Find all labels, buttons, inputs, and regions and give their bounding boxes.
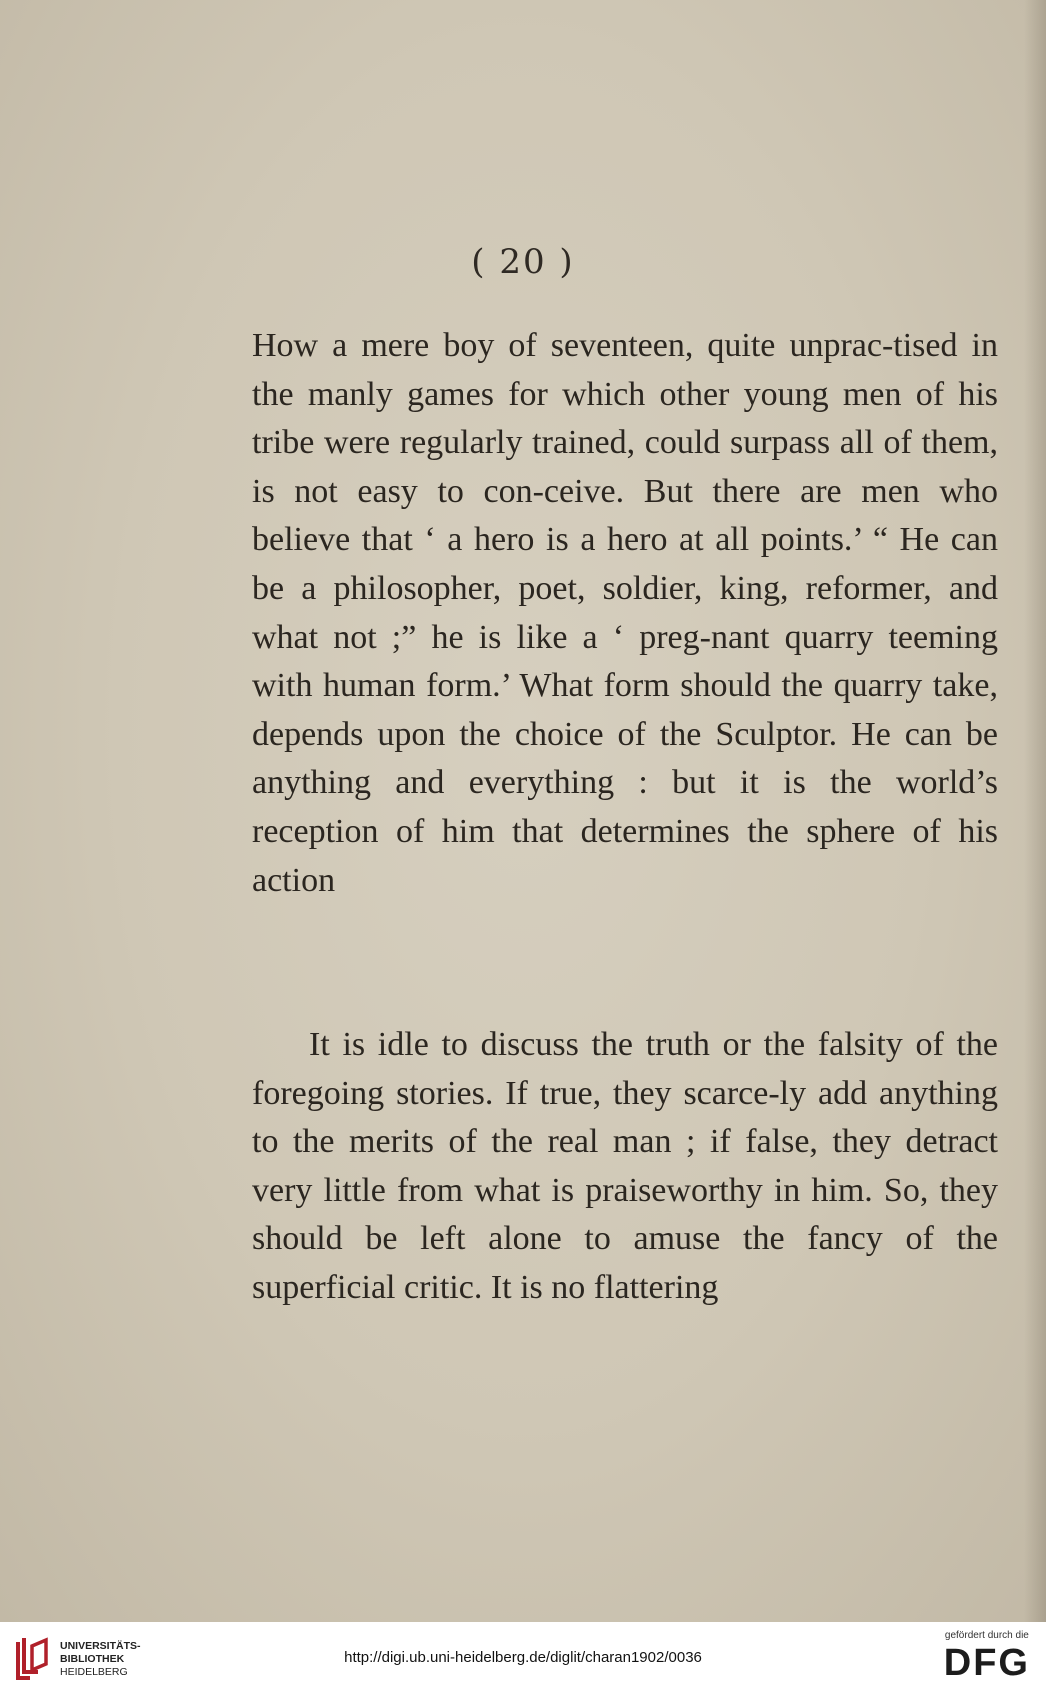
paragraph-1: How a mere boy of seventeen, quite unprac-tised in the manly games for which other young men of his tribe were regularly trained, could surpass all of them, is not easy to con-ceive. But there are men who believe that ‘ a hero is a hero at all points.’ “ He can be a philosopher, poet, soldier, king, reformer, and what not ;” he is like a ‘ preg-nant quarry teeming with human form.’ What form should the quarry take, depends upon the choice of the Sculptor. He can be anything and everything : but it is the world’s reception of him that determines the sphere of his action: [252, 327, 998, 899]
library-name-line-1: UNIVERSITÄTS-: [60, 1640, 141, 1652]
library-name-line-3: HEIDELBERG: [60, 1666, 128, 1678]
digitization-footer: [0, 1622, 1046, 1697]
dfg-logo: DFG: [943, 1642, 1030, 1684]
paragraph-2: It is idle to discuss the truth or the falsity of the foregoing stories. If true, they scarce-ly add anything to the merits of the real man ; if false, they detract very little from what is praiseworthy in him. So, they should be left alone to amuse the fancy of the superficial critic. It is no flattering: [252, 1026, 998, 1306]
page-number: ( 20 ): [471, 242, 575, 282]
funding-credit: [944, 1630, 1030, 1685]
permalink-url[interactable]: http://digi.ub.uni-heidelberg.de/diglit/charan1902/0036: [344, 1649, 702, 1666]
funding-label: gefördert durch die: [944, 1630, 1029, 1641]
library-name-line-2: BIBLIOTHEK: [60, 1653, 125, 1665]
